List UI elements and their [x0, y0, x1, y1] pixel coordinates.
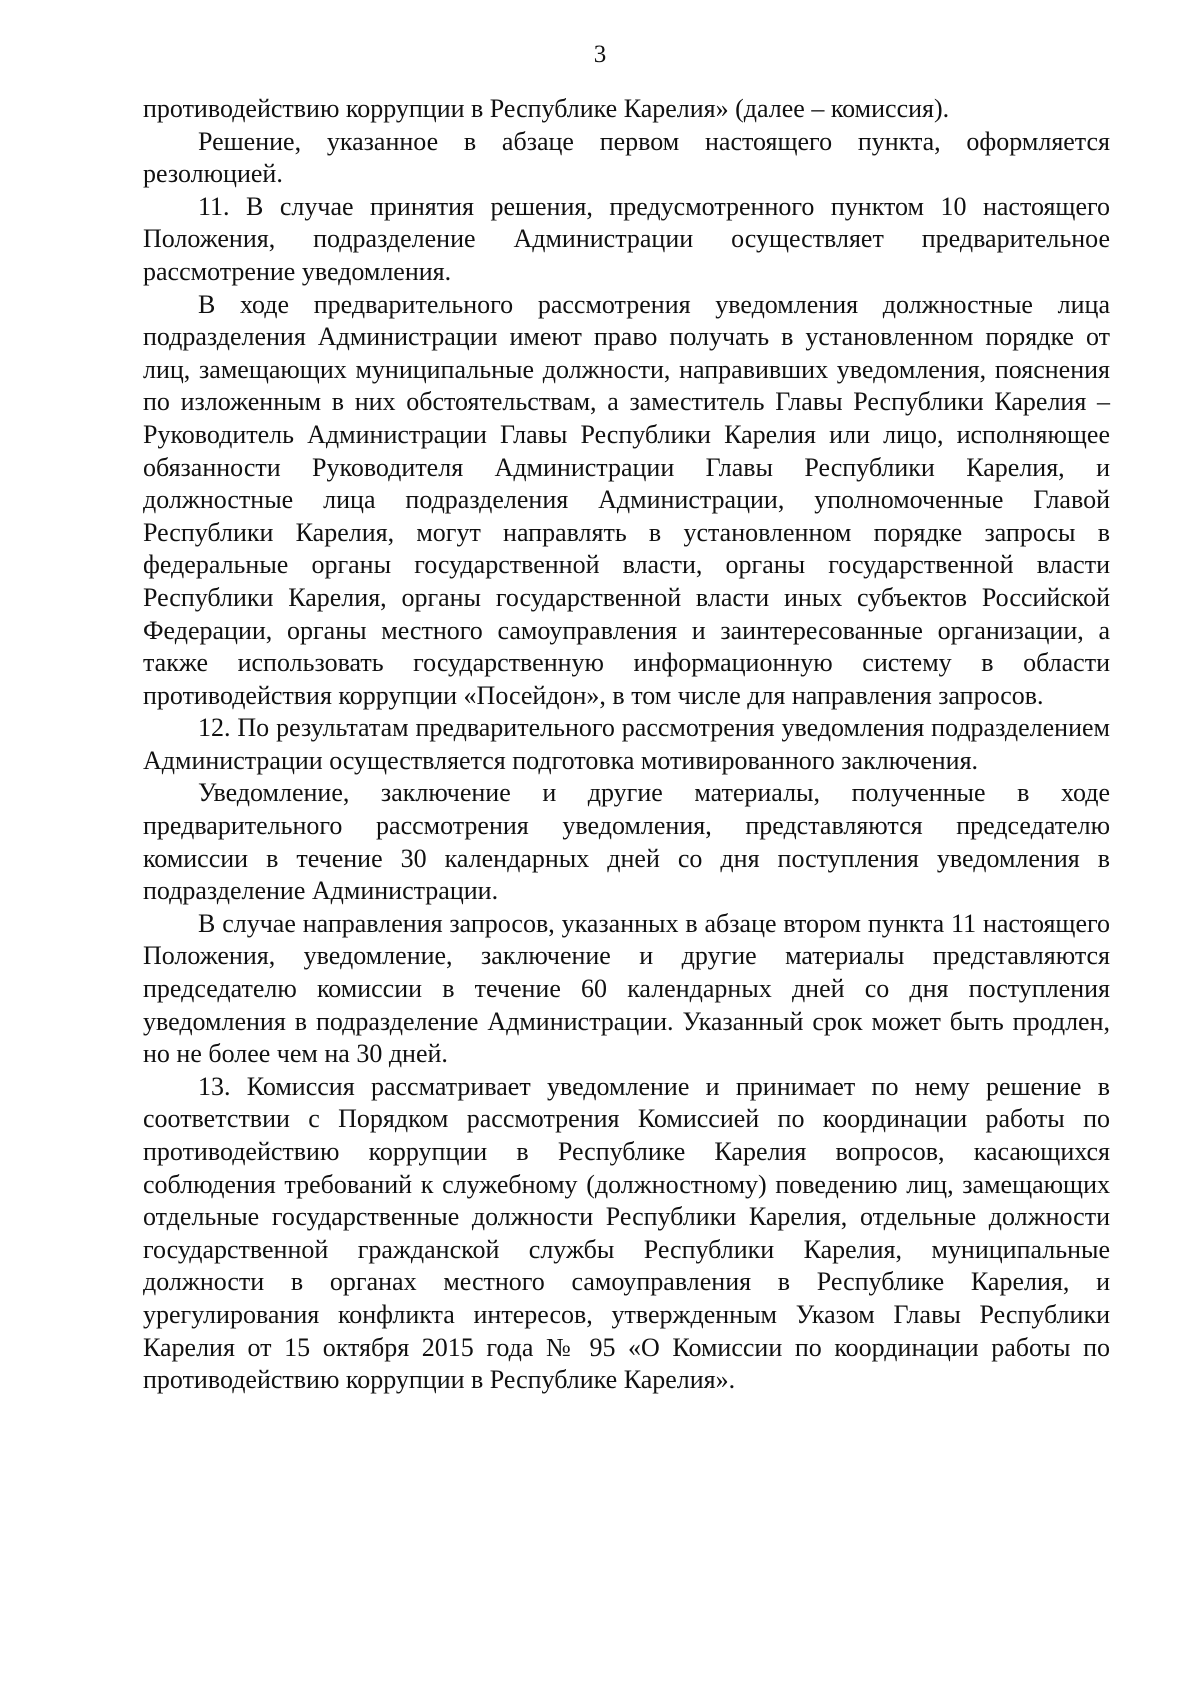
page-number: 3	[593, 41, 607, 68]
paragraph-submission-60-days: В случае направления запросов, указанных в абзаце втором пункта 11 настоящего Положения, уведомление, заключение и другие материалы представляются председателю комиссии в течение 60 календарных дней со дня поступления уведомления в подразделение Администрации. Указанный срок может быть продлен, но не более чем на 30 дней.	[143, 908, 1110, 1069]
paragraph-item-11: 11. В случае принятия решения, предусмотренного пунктом 10 настоящего Положения, подразделение Администрации осуществляет предварительное рассмотрение уведомления.	[143, 191, 1110, 286]
paragraph-item-13: 13. Комиссия рассматривает уведомление и принимает по нему решение в соответствии с Порядком рассмотрения Комиссией по координации работы по противодействию коррупции в Республике Карелия вопросов, касающихся соблюдения требований к служебному (должностному) поведению лиц, замещающих отдельные государственные должности Республики Карелия, отдельные должности государственной гражданской службы Республики Карелия, муниципальные должности в органах местного самоуправления в Республике Карелия, и урегулирования конфликта интересов, утвержденным Указом Главы Республики Карелия от 15 октября 2015 года № 95 «О Комиссии по координации работы по противодействию коррупции в Республике Карелия».	[143, 1071, 1110, 1395]
paragraph-resolution: Решение, указанное в абзаце первом настоящего пункта, оформляется резолюцией.	[143, 126, 1110, 189]
paragraph-item-12: 12. По результатам предварительного рассмотрения уведомления подразделением Администрации осуществляется подготовка мотивированного заключения.	[143, 713, 1110, 775]
paragraph-continuation: противодействию коррупции в Республике Карелия» (далее – комиссия).	[143, 94, 950, 123]
paragraph-submission-30-days: Уведомление, заключение и другие материалы, полученные в ходе предварительного рассмотрения уведомления, представляются председателю комиссии в течение 30 календарных дней со дня поступления уведомления в подразделение Администрации.	[143, 778, 1110, 906]
document-body	[143, 93, 1110, 1397]
paragraph-preliminary-review: В ходе предварительного рассмотрения уведомления должностные лица подразделения Администрации имеют право получать в установленном порядке от лиц, замещающих муниципальные должности, направивших уведомления, пояснения по изложенным в них обстоятельствам, а заместитель Главы Республики Карелия – Руководитель Администрации Главы Республики Карелия или лицо, исполняющее обязанности Руководителя Администрации Главы Республики Карелия, и должностные лица подразделения Администрации, уполномоченные Главой Республики Карелия, могут направлять в установленном порядке запросы в федеральные органы государственной власти, органы государственной власти Республики Карелия, органы государственной власти иных субъектов Российской Федерации, органы местного самоуправления и заинтересованные организации, а также использовать государственную информационную систему в области противодействия коррупции «Посейдон», в том числе для направления запросов.	[143, 289, 1110, 710]
